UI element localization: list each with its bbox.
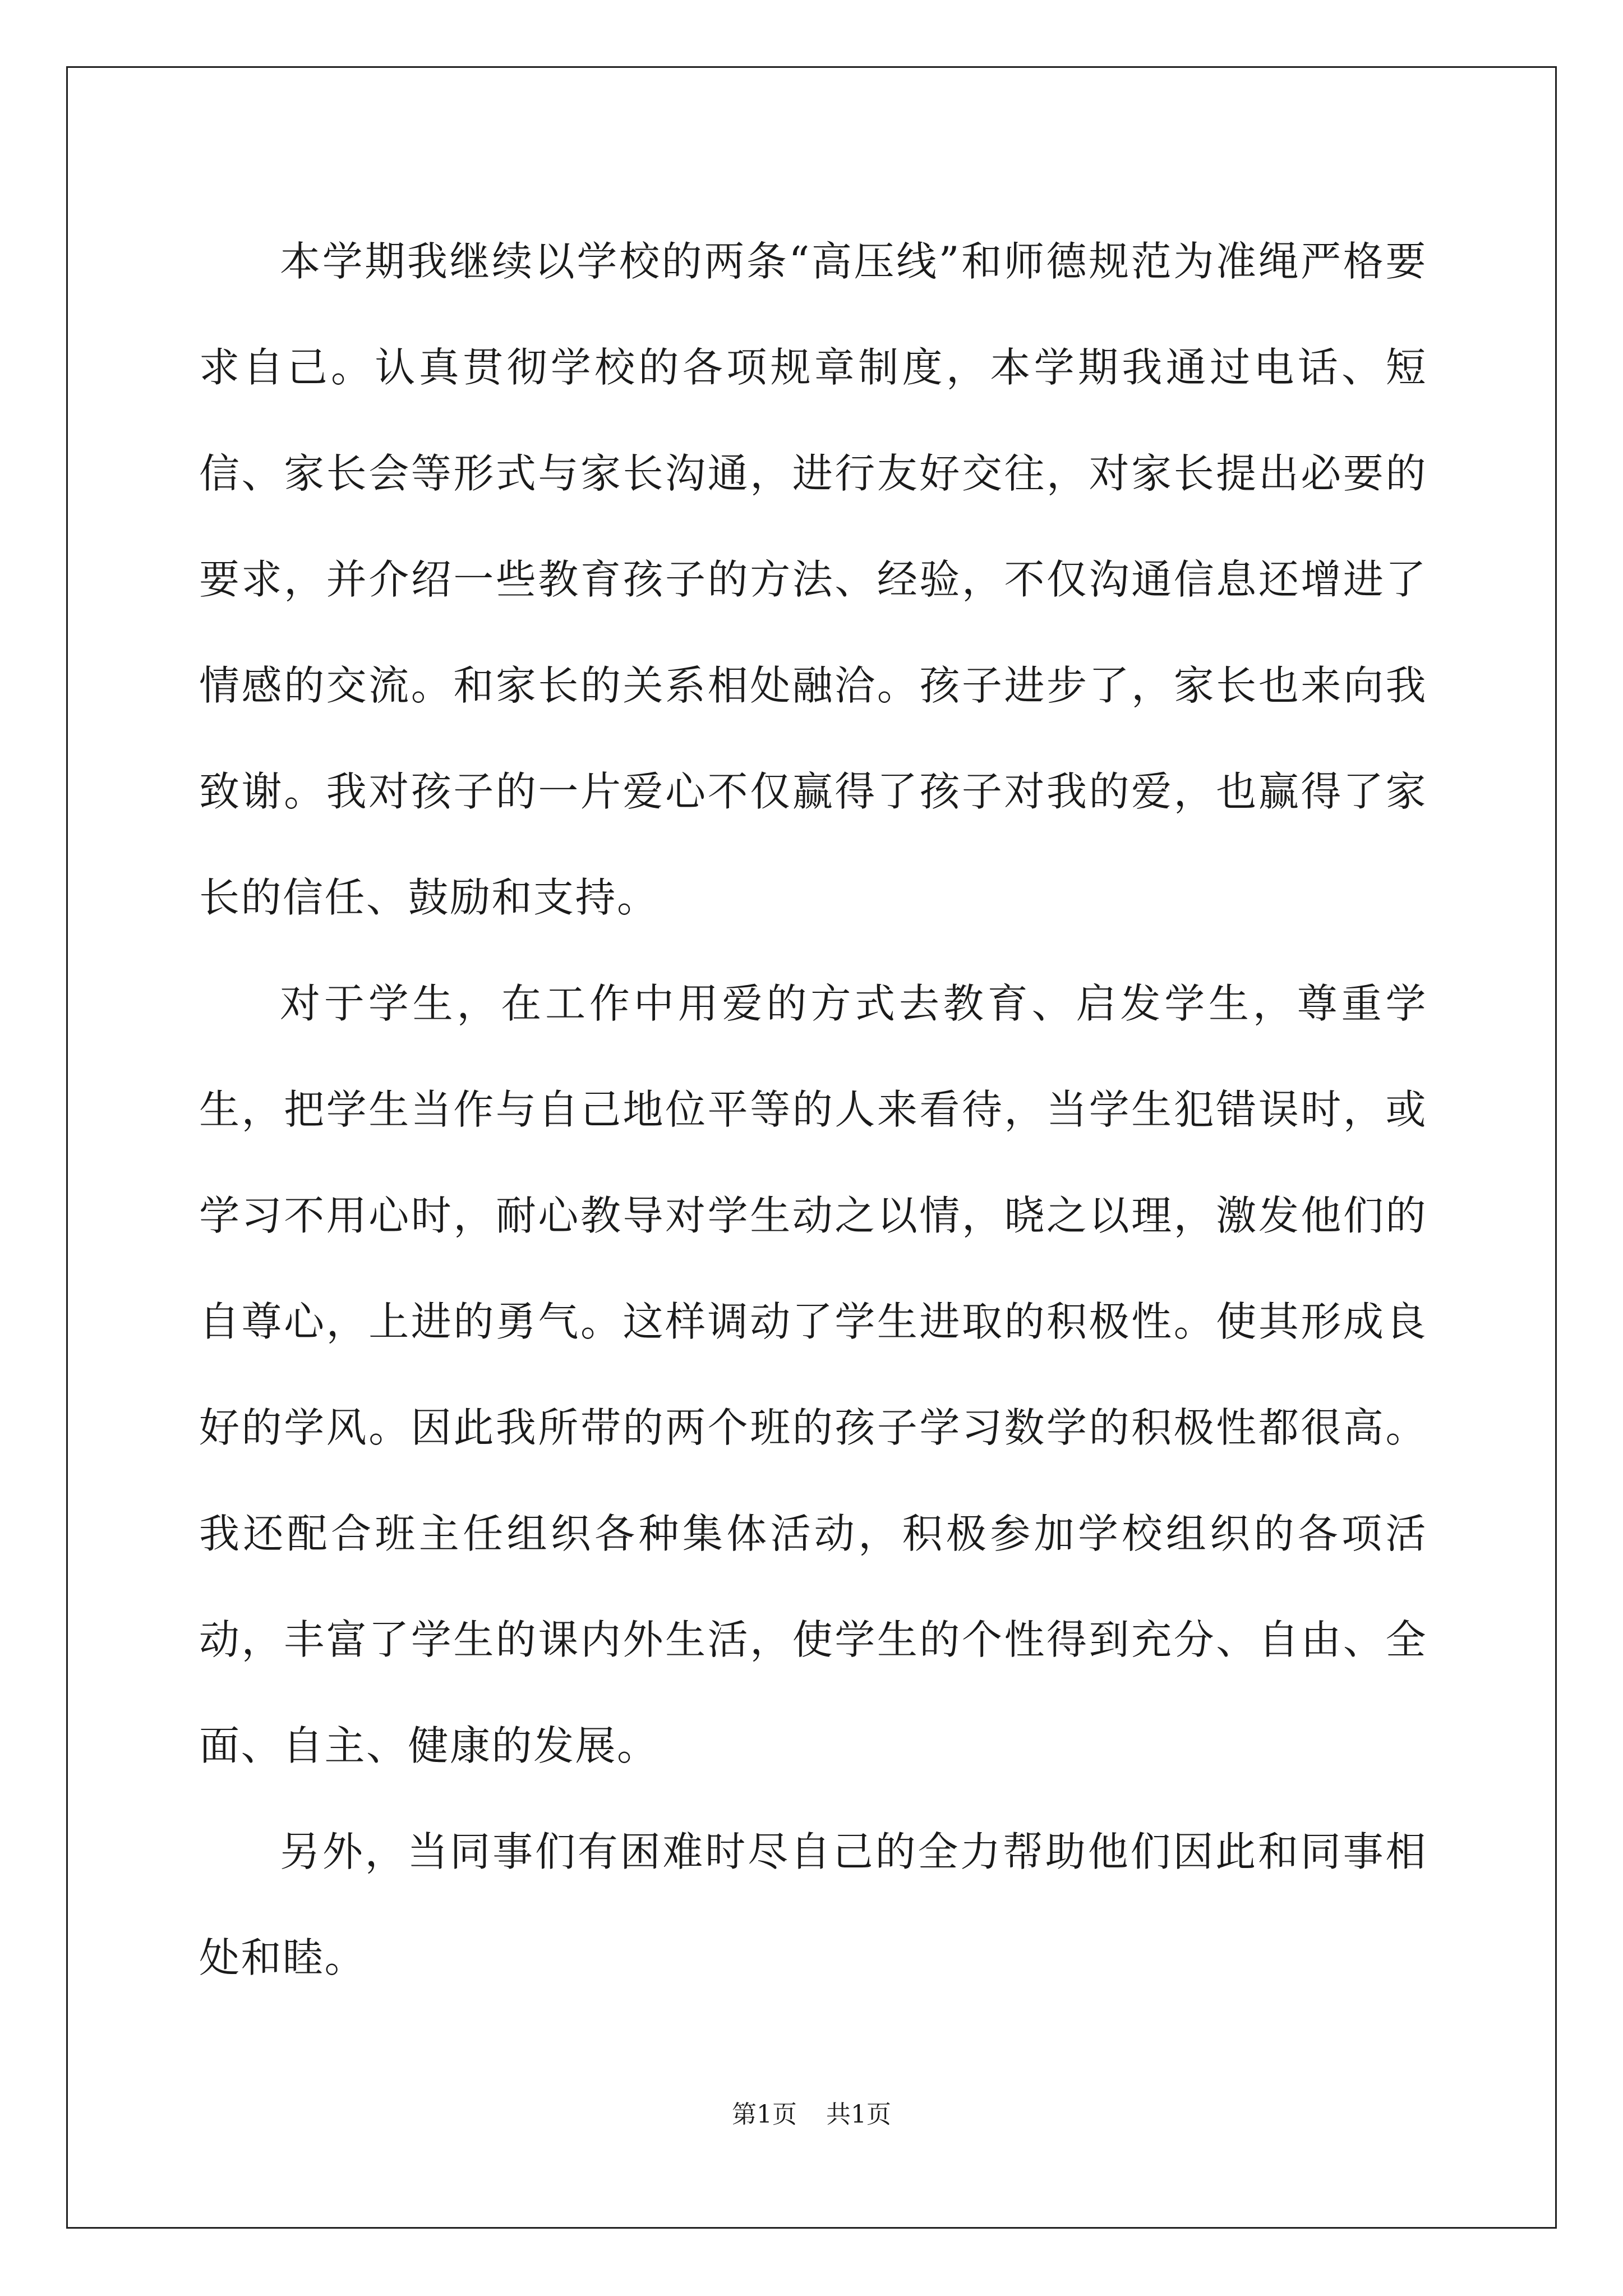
- paragraph: 另外，当同事们有困难时尽自己的全力帮助他们因此和同事相处和睦。: [199, 1828, 1427, 1981]
- page-footer: [0, 2098, 1623, 2132]
- paragraph: 本学期我继续以学校的两条“高压线”和师德规范为准绳严格要求自己。认真贯彻学校的各项规章制度，本学期我通过电话、短信、家长会等形式与家长沟通，进行友好交往，对家长提出必要的要求，并介绍一些教育孩子的方法、经验，不仅沟通信息还增进了情感的交流。和家长的关系相处融洽。孩子进步了，家长也来向我致谢。我对孩子的一片爱心不仅赢得了孩子对我的爱，也赢得了家长的信任、鼓励和支持。: [199, 238, 1427, 921]
- paragraph: 对于学生，在工作中用爱的方式去教育、启发学生，尊重学生，把学生当作与自己地位平等的人来看待，当学生犯错误时，或学习不用心时，耐心教导对学生动之以情，晓之以理，激发他们的自尊心，上进的勇气。这样调动了学生进取的积极性。使其形成良好的学风。因此我所带的两个班的孩子学习数学的积极性都很高。我还配合班主任组织各种集体活动，积极参加学校组织的各项活动，丰富了学生的课内外生活，使学生的个性得到充分、自由、全面、自主、健康的发展。: [199, 980, 1427, 1769]
- page-count: 共1页: [826, 2100, 891, 2129]
- document-body: [199, 209, 1427, 2011]
- page-number: 第1页: [732, 2100, 797, 2129]
